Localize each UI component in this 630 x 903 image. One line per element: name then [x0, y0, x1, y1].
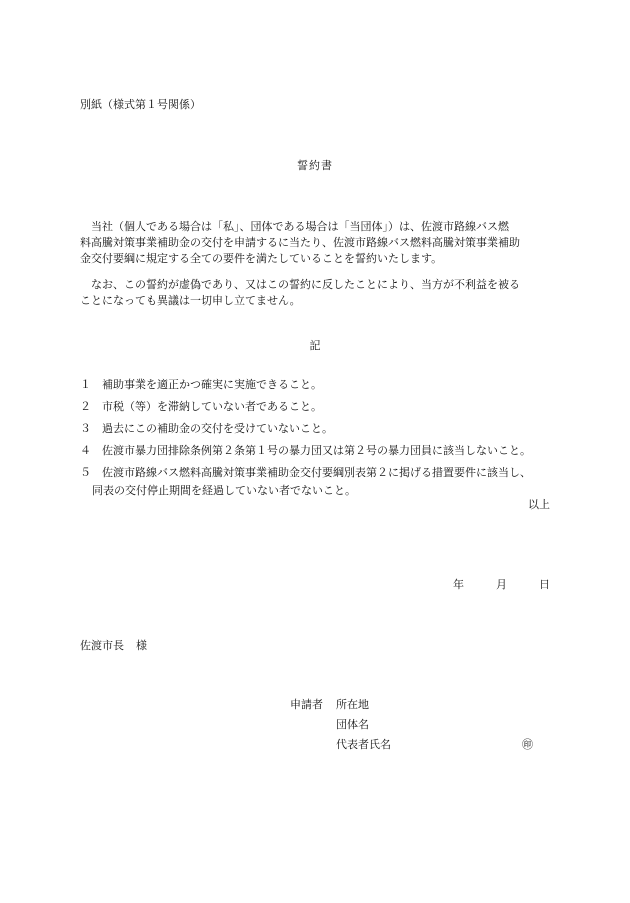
pledge-paragraph-1 [80, 219, 550, 267]
closing-mark: 以上 [528, 498, 550, 511]
date-year: 年 [453, 578, 464, 591]
addressee-honorific: 様 [136, 639, 147, 652]
representative-field-label: 代表者氏名 [336, 738, 391, 751]
requirement-number: １ [80, 378, 91, 391]
pledge-paragraph-1-line: 料高騰対策事業補助金の交付を申請するに当たり、佐渡市路線バス燃料高騰対策事業補助 [80, 236, 520, 249]
requirement-item [80, 421, 570, 443]
addressee-name: 佐渡市長 [80, 639, 124, 652]
requirement-text: 補助事業を適正かつ確実に実施できること。 [102, 378, 322, 391]
pledge-paragraph-1-line: 当社（個人である場合は「私」、団体である場合は「当団体」）は、佐渡市路線バス燃 [80, 220, 509, 233]
document-title: 誓約書 [297, 159, 333, 172]
requirement-item [80, 377, 570, 399]
requirement-text: 過去にこの補助金の交付を受けていないこと。 [102, 422, 333, 435]
applicant-label: 申請者 [290, 698, 323, 711]
requirement-number: ３ [80, 422, 91, 435]
pledge-paragraph-1-line: 金交付要綱に規定する全ての要件を満たしていることを誓約いたします。 [80, 252, 443, 265]
requirement-item [80, 465, 570, 483]
organization-field-label: 団体名 [336, 718, 369, 731]
annex-label: 別紙（様式第１号関係） [80, 98, 201, 111]
seal-mark: ㊞ [522, 738, 533, 751]
requirement-number: ５ [80, 466, 91, 479]
date-day: 日 [539, 578, 550, 591]
requirement-item-continuation: 同表の交付停止期間を経過していない者でないこと。 [92, 484, 356, 497]
requirement-number: ２ [80, 400, 91, 413]
requirement-text: 佐渡市暴力団排除条例第２条第１号の暴力団又は第２号の暴力団員に該当しないこと。 [102, 444, 531, 457]
address-field-label: 所在地 [336, 698, 369, 711]
date-month: 月 [496, 578, 507, 591]
requirement-text: 佐渡市路線バス燃料高騰対策事業補助金交付要綱別表第２に掲げる措置要件に該当し、 [102, 466, 531, 479]
ki-heading: 記 [309, 339, 321, 352]
requirement-item [80, 443, 570, 465]
pledge-paragraph-2-line: ことになっても異議は一切申し立てません。 [80, 294, 301, 307]
pledge-paragraph-2 [80, 277, 550, 309]
requirement-text: 市税（等）を滞納していない者であること。 [102, 400, 322, 413]
requirement-list [80, 377, 570, 505]
addressee [80, 638, 147, 654]
requirement-item [80, 399, 570, 421]
requirement-number: ４ [80, 444, 91, 457]
pledge-paragraph-2-line: なお、この誓約が虚偽であり、又はこの誓約に反したことにより、当方が不利益を被る [80, 278, 520, 291]
date-line [453, 577, 550, 593]
